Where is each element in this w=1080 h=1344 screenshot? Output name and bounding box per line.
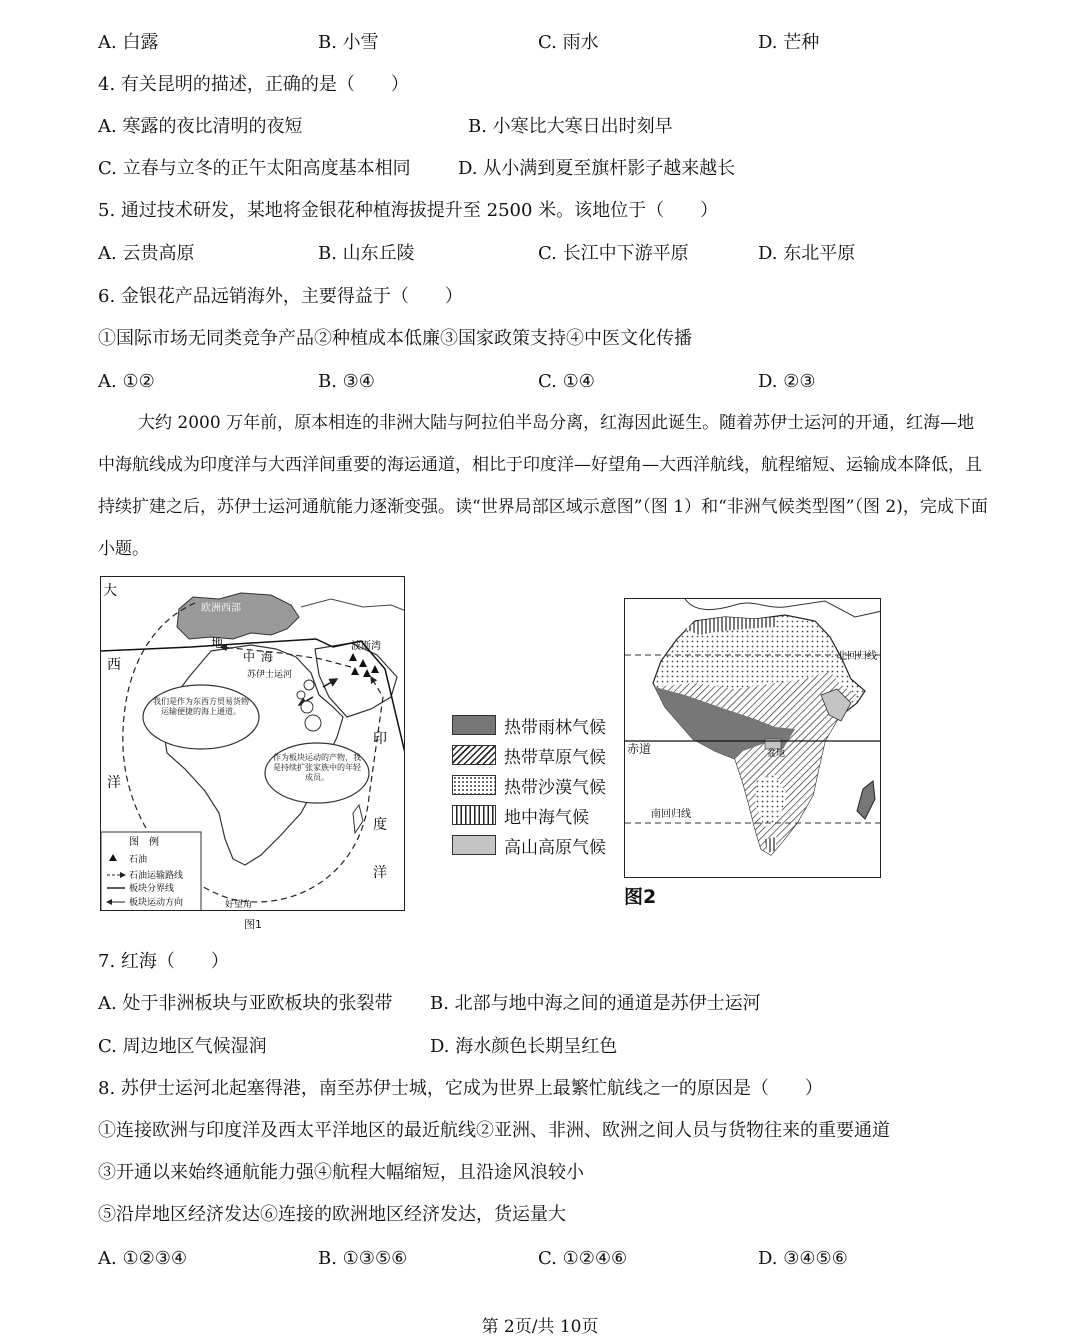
atlantic-char-2: 西 bbox=[107, 657, 121, 673]
q4-option-c: C. 立春与立冬的正午太阳高度基本相同 bbox=[98, 158, 411, 179]
equator-label: 赤道 bbox=[627, 742, 652, 756]
indian-char-1: 印 bbox=[373, 731, 387, 747]
basin-label: 盆地 bbox=[767, 749, 786, 759]
q3-option-d: D. 芒种 bbox=[758, 32, 820, 53]
med-char-3: 海 bbox=[261, 650, 274, 664]
south-tropic-label: 南回归线 bbox=[651, 809, 691, 820]
page-footer: 第 2页/共 10页 bbox=[481, 1317, 599, 1337]
q4-option-a: A. 寒露的夜比清明的夜短 bbox=[98, 116, 303, 137]
q8-item-1: ①连接欧洲与印度洋及西太平洋地区的最近航线②亚洲、非洲、欧洲之间人员与货物往来的重要通道 bbox=[98, 1120, 890, 1141]
q5-option-d: D. 东北平原 bbox=[758, 243, 856, 264]
q4-stem: 4. 有关昆明的描述，正确的是（ ） bbox=[98, 74, 409, 95]
mediterranean-swatch bbox=[452, 805, 496, 825]
q7-option-a: A. 处于非洲板块与亚欧板块的张裂带 bbox=[98, 993, 393, 1014]
q8-item-2: ③开通以来始终通航能力强④航程大幅缩短，且沿途风浪较小 bbox=[98, 1162, 584, 1183]
legend-desert-label: 热带沙漠气候 bbox=[504, 777, 606, 798]
q7-option-d: D. 海水颜色长期呈红色 bbox=[430, 1036, 618, 1057]
legend-mediterranean-label: 地中海气候 bbox=[504, 807, 589, 828]
legend-highland-label: 高山高原气候 bbox=[504, 837, 606, 858]
figure-2-legend bbox=[452, 710, 606, 860]
q8-option-c: C. ①②④⑥ bbox=[538, 1248, 628, 1269]
q7-option-b: B. 北部与地中海之间的通道是苏伊士运河 bbox=[430, 993, 761, 1014]
figure-2-svg bbox=[625, 599, 881, 878]
q6-option-c: C. ①④ bbox=[538, 371, 595, 392]
indian-char-2: 度 bbox=[373, 817, 387, 833]
cape-label: 好望角 bbox=[225, 900, 253, 910]
indian-char-3: 洋 bbox=[373, 865, 387, 881]
q7-stem: 7. 红海（ ） bbox=[98, 951, 229, 972]
legend-desert bbox=[452, 770, 606, 800]
europe-label: 欧洲西部 bbox=[201, 603, 241, 614]
q4-option-b: B. 小寒比大寒日出时刻早 bbox=[468, 116, 673, 137]
passage bbox=[98, 402, 988, 570]
legend-savanna-label: 热带草原气候 bbox=[504, 747, 606, 768]
figure-2-africa-climate-map bbox=[624, 598, 881, 878]
q6-option-a: A. ①② bbox=[98, 371, 155, 392]
q5-option-b: B. 山东丘陵 bbox=[318, 243, 415, 264]
bubble-1-text: 我们是作为东西方贸易货物运输便捷的海上通道。 bbox=[153, 697, 249, 716]
atlantic-char-3: 洋 bbox=[107, 775, 121, 791]
q5-stem: 5. 通过技术研发，某地将金银花种植海拔提升至 2500 米。该地位于（ ） bbox=[98, 200, 719, 221]
q3-option-b: B. 小雪 bbox=[318, 32, 379, 53]
q3-option-a: A. 白露 bbox=[98, 32, 159, 53]
desert-swatch bbox=[452, 775, 496, 795]
savanna-swatch bbox=[452, 745, 496, 765]
q5-option-c: C. 长江中下游平原 bbox=[538, 243, 689, 264]
figure-1-caption: 图1 bbox=[244, 918, 262, 931]
q8-option-d: D. ③④⑤⑥ bbox=[758, 1248, 848, 1269]
legend-savanna bbox=[452, 740, 606, 770]
q3-option-c: C. 雨水 bbox=[538, 32, 599, 53]
legend-mediterranean bbox=[452, 800, 606, 830]
legend-plate-motion: 板块运动方向 bbox=[129, 898, 184, 908]
q8-option-b: B. ①③⑤⑥ bbox=[318, 1248, 408, 1269]
q4-option-d: D. 从小满到夏至旗杆影子越来越长 bbox=[458, 158, 736, 179]
q8-option-a: A. ①②③④ bbox=[98, 1248, 187, 1269]
oil-route-suez bbox=[221, 647, 351, 667]
bubble-1 bbox=[143, 685, 259, 749]
q8-stem: 8. 苏伊士运河北起塞得港，南至苏伊士城，它成为世界上最繁忙航线之一的原因是（ ） bbox=[98, 1078, 823, 1099]
europe-shape bbox=[177, 593, 299, 639]
q5-option-a: A. 云贵高原 bbox=[98, 243, 195, 264]
passage-text: 大约 2000 万年前，原本相连的非洲大陆与阿拉伯半岛分离，红海因此诞生。随着苏伊士运河的开通，红海—地中海航线成为印度洋与大西洋间重要的海运通道，相比于印度洋—好望角—大西洋航线，航程缩短、运输成本降低，且持续扩建之后，苏伊士运河通航能力逐渐变强。读“世界局部区域示意图”（图 1）和“非洲气候类型图”（图 2)，完成下面小题。 bbox=[98, 413, 988, 559]
legend-rainforest bbox=[452, 710, 606, 740]
q6-stem: 6. 金银花产品远销海外，主要得益于（ ） bbox=[98, 286, 463, 307]
bubble-2-text: 作为板块运动的产物，我是持续扩张家族中的年轻成员。 bbox=[273, 753, 361, 782]
suez-label: 苏伊士运河 bbox=[247, 670, 293, 680]
atlantic-char-1: 大 bbox=[103, 583, 117, 599]
med-char-2: 中 bbox=[243, 650, 256, 664]
q7-option-c: C. 周边地区气候湿润 bbox=[98, 1036, 267, 1057]
q6-option-d: D. ②③ bbox=[758, 371, 816, 392]
legend-oil-route: 石油运输路线 bbox=[129, 871, 184, 881]
med-char-1: 地 bbox=[211, 636, 224, 650]
figure-1-world-map bbox=[100, 576, 405, 911]
legend-highland bbox=[452, 830, 606, 860]
q6-items: ①国际市场无同类竞争产品②种植成本低廉③国家政策支持④中医文化传播 bbox=[98, 328, 692, 349]
north-tropic-label: 北回归线 bbox=[837, 651, 877, 662]
arabia-outline bbox=[315, 643, 397, 717]
fig1-legend-title: 图 例 bbox=[129, 837, 159, 848]
q6-option-b: B. ③④ bbox=[318, 371, 375, 392]
rainforest-swatch bbox=[452, 715, 496, 735]
legend-plate-boundary: 板块分界线 bbox=[129, 884, 175, 894]
figure-1-svg bbox=[101, 577, 405, 911]
legend-rainforest-label: 热带雨林气候 bbox=[504, 717, 606, 738]
legend-oil: 石油 bbox=[129, 855, 148, 865]
madagascar bbox=[857, 781, 875, 819]
gulf-label: 波斯湾 bbox=[351, 641, 381, 652]
highland-swatch bbox=[452, 835, 496, 855]
figure-2-caption: 图2 bbox=[624, 886, 657, 908]
q8-item-3: ⑤沿岸地区经济发达⑥连接的欧洲地区经济发达，货运量大 bbox=[98, 1204, 566, 1225]
